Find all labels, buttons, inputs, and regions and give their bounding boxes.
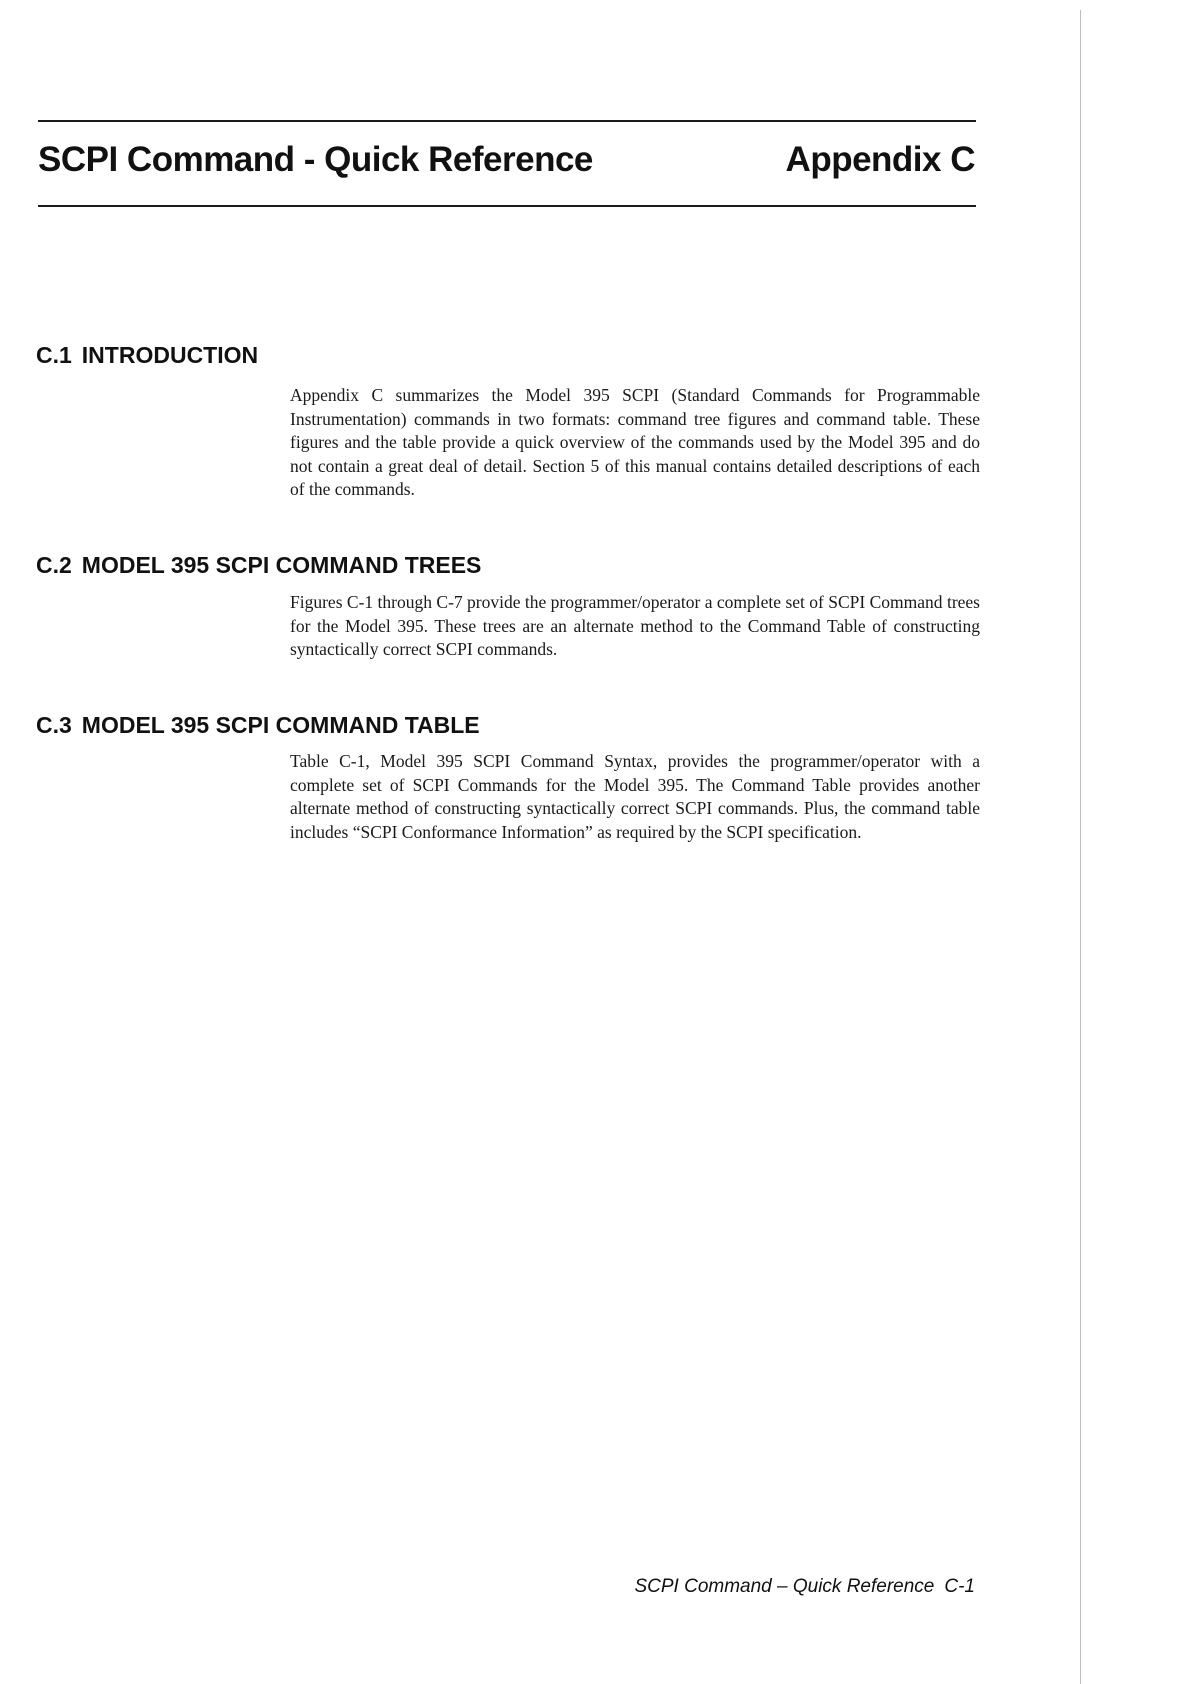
section-number: C.1 <box>36 342 72 368</box>
section-body-command-trees: Figures C-1 through C-7 provide the programmer/operator a complete set of SCPI Command trees for the Model 395. These trees are an alternate method to the Command Table of constructing syntactically correct SCPI commands. <box>290 592 980 659</box>
scan-binding-edge <box>1080 10 1081 1684</box>
page-footer <box>634 1576 975 1598</box>
section-heading-command-trees <box>36 552 481 579</box>
header-top-rule <box>38 120 976 122</box>
section-heading-introduction <box>36 342 258 369</box>
section-number: C.3 <box>36 712 72 738</box>
section-body-command-table: Table C-1, Model 395 SCPI Command Syntax, provides the programmer/operator with a complete set of SCPI Commands for the Model 395. The Command Table provides another alternate method of constructing syntactically correct SCPI commands. Plus, the command table includes “SCPI Conformance Information” as required by the SCPI specification. <box>290 751 980 842</box>
section-title: INTRODUCTION <box>81 342 259 368</box>
page-title: SCPI Command - Quick Reference <box>38 140 593 179</box>
appendix-label: Appendix C <box>785 140 975 179</box>
footer-title: SCPI Command – Quick Reference <box>634 1576 935 1597</box>
section-title: MODEL 395 SCPI COMMAND TREES <box>81 552 482 578</box>
section-heading-command-table <box>36 712 480 739</box>
page-number: C-1 <box>944 1576 975 1597</box>
section-number: C.2 <box>36 552 72 578</box>
section-title: MODEL 395 SCPI COMMAND TABLE <box>81 712 480 738</box>
section-body-introduction: Appendix C summarizes the Model 395 SCPI (Standard Commands for Programmable Instrumentation) commands in two formats: command tree figures and command table. These figures and the table provide a quick overview of the commands used by the Model 395 and do not contain a great deal of detail. Section 5 of this manual contains detailed descriptions of each of the commands. <box>290 385 980 499</box>
header-bottom-rule <box>38 205 976 207</box>
